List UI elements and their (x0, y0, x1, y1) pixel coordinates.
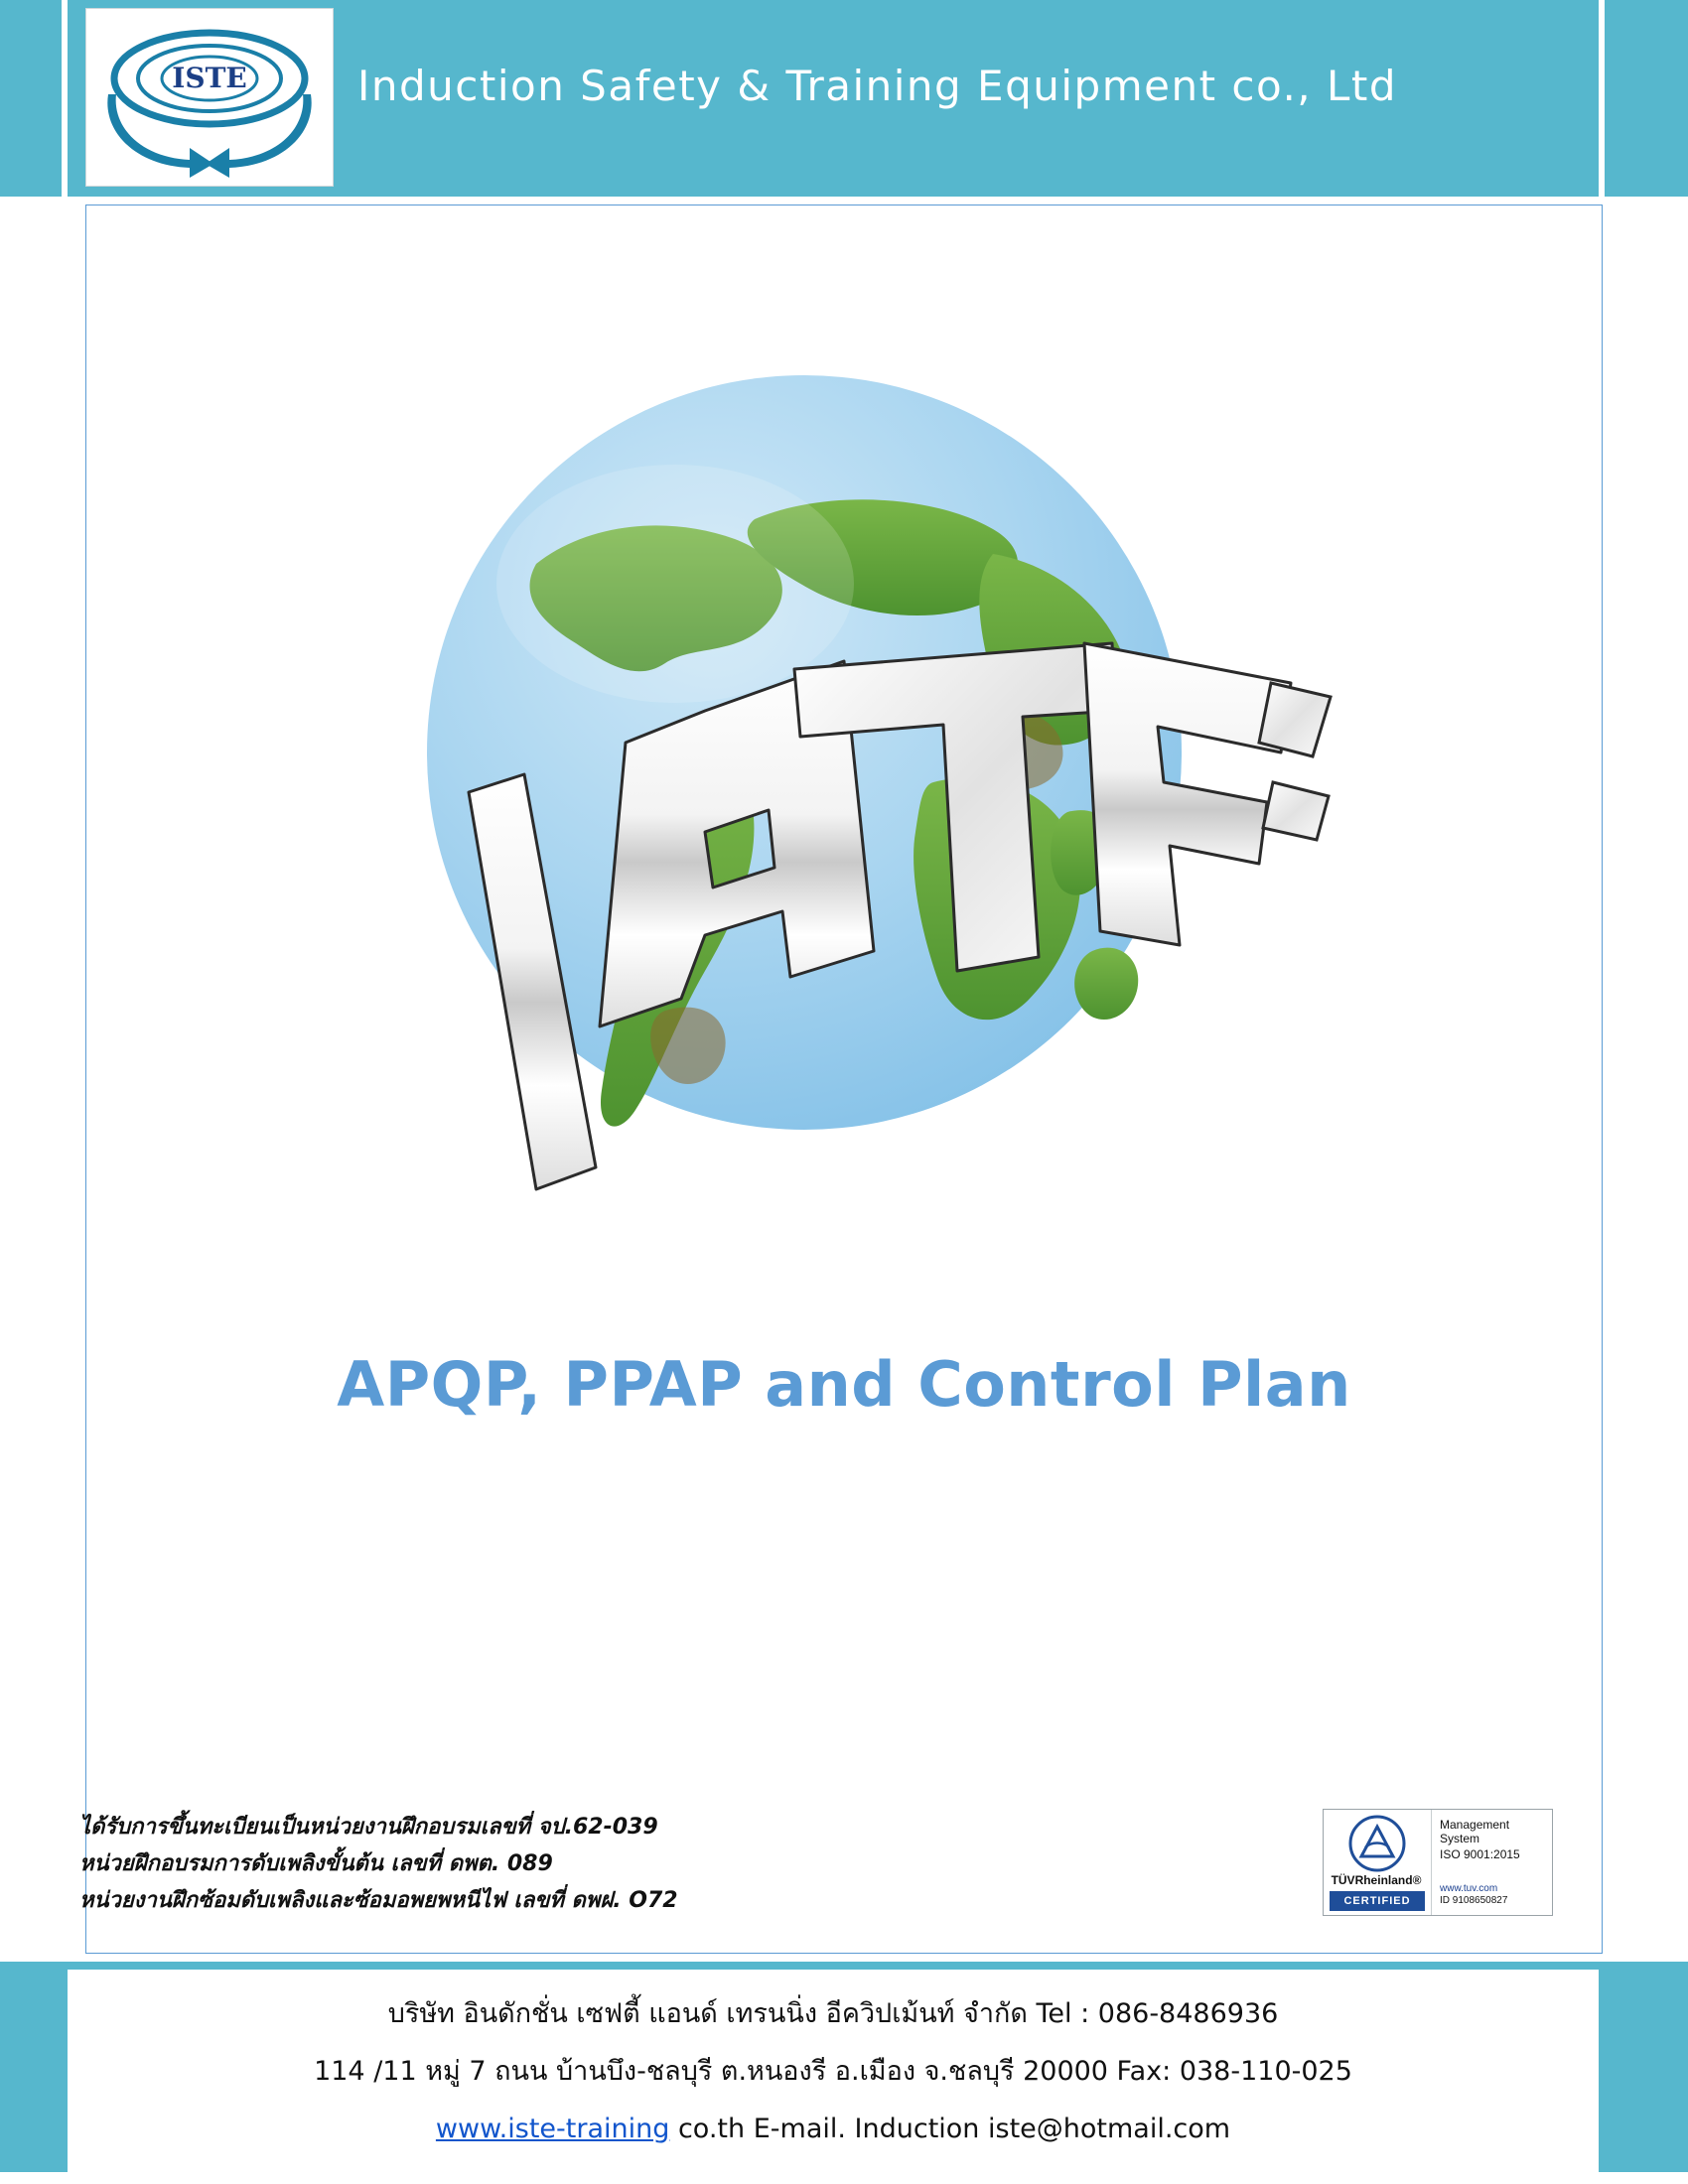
registered-symbol: ® (1412, 1873, 1422, 1887)
tuv-mark-area (1324, 1810, 1432, 1915)
website-link[interactable]: www.iste-training (435, 2114, 670, 2144)
iste-logo-icon (86, 9, 333, 186)
company-logo-box (85, 8, 334, 187)
tuv-certification-badge (1323, 1809, 1553, 1916)
management-line-1: Management (1440, 1818, 1510, 1832)
tuv-standard-area (1432, 1810, 1552, 1915)
footer-content (68, 1970, 1599, 2176)
registration-line-1: ได้รับการขึ้นทะเบียนเป็นหน่วยงานฝึกอบรมเลขที่ จป.62-039 (79, 1815, 658, 1840)
registration-line-3: หน่วยงานฝึกซ้อมดับเพลิงและซ้อมอพยพหนีไฟ เลขที่ ดพฝ. O72 (79, 1888, 678, 1913)
registration-notes (79, 1809, 973, 1919)
footer-line-1: บริษัท อินดักชั่น เซฟตี้ แอนด์ เทรนนิ่ง อีควิปเม้นท์ จำกัด Tel : 086-8486936 (387, 1998, 1279, 2029)
tuv-website: www.tuv.com (1440, 1883, 1498, 1894)
tuv-id: ID 9108650827 (1440, 1895, 1508, 1906)
tuv-certified-label: CERTIFIED (1330, 1891, 1425, 1911)
page-title: Induction Safety & Training Equipment co., Ltd (357, 62, 1398, 110)
iatf-globe-graphic (238, 316, 1370, 1289)
header-left-rule (62, 0, 68, 197)
management-line-2: System (1440, 1832, 1480, 1845)
footer-contact-text: co.th E-mail. Induction iste@hotmail.com (669, 2114, 1231, 2144)
body-left-rule (62, 197, 68, 1962)
registration-line-2: หน่วยฝึกอบรมการดับเพลิงขั้นต้น เลขที่ ดพต. 089 (79, 1851, 553, 1876)
tuv-rheinland-icon (1332, 1814, 1423, 1875)
footer-line-2: 114 /11 หมู่ 7 ถนน บ้านบึง-ชลบุรี ต.หนองรี อ.เมือง จ.ชลบุรี 20000 Fax: 038-110-025 (314, 2056, 1352, 2087)
footer-line-3 (68, 2101, 1599, 2158)
cover-document-title: APQP, PPAP and Control Plan (337, 1348, 1351, 1421)
header-right-rule (1599, 0, 1605, 197)
iso-standard: ISO 9001:2015 (1440, 1847, 1520, 1861)
page-header-band (0, 0, 1688, 197)
footer-bottom-strip (0, 2172, 1688, 2184)
iatf-globe-icon (238, 316, 1370, 1289)
tuv-mark-label: TÜVRheinland® (1331, 1873, 1422, 1887)
svg-text:ISTE: ISTE (172, 62, 247, 94)
tuv-web-info (1440, 1883, 1507, 1907)
